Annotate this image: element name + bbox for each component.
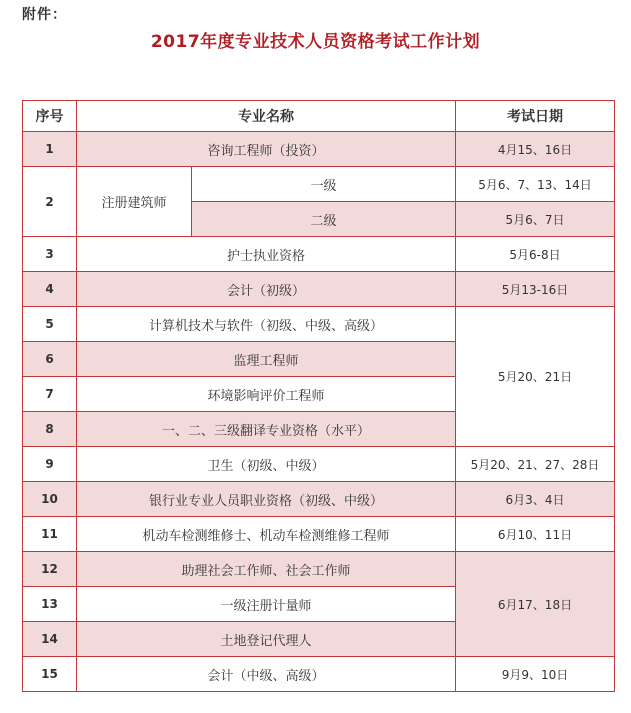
profession-name: 会计（中级、高级）: [77, 657, 456, 692]
table-header-row: [23, 101, 615, 132]
exam-schedule-table: [22, 100, 615, 692]
profession-name: 护士执业资格: [77, 237, 456, 272]
table-row: [23, 132, 615, 167]
row-number: 2: [23, 167, 77, 237]
column-header-name: 专业名称: [77, 101, 456, 132]
table-row: [23, 447, 615, 482]
row-number: 9: [23, 447, 77, 482]
profession-level: 一级: [192, 167, 456, 202]
exam-date: 5月6、7日: [456, 202, 615, 237]
profession-name: 环境影响评价工程师: [77, 377, 456, 412]
column-header-number: 序号: [23, 101, 77, 132]
row-number: 12: [23, 552, 77, 587]
exam-date: 5月13-16日: [456, 272, 615, 307]
profession-name: 卫生（初级、中级）: [77, 447, 456, 482]
attachment-label: 附件：: [22, 7, 67, 23]
table-row: [23, 657, 615, 692]
table-row: [23, 167, 615, 202]
exam-date: 5月6-8日: [456, 237, 615, 272]
table-row: [23, 517, 615, 552]
table-row: [23, 482, 615, 517]
profession-name: 机动车检测维修士、机动车检测维修工程师: [77, 517, 456, 552]
exam-date: 9月9、10日: [456, 657, 615, 692]
table-row: [23, 307, 615, 342]
row-number: 14: [23, 622, 77, 657]
row-number: 13: [23, 587, 77, 622]
profession-name: 土地登记代理人: [77, 622, 456, 657]
row-number: 6: [23, 342, 77, 377]
exam-date: 4月15、16日: [456, 132, 615, 167]
exam-date: 6月17、18日: [456, 552, 615, 657]
row-number: 4: [23, 272, 77, 307]
profession-name: 银行业专业人员职业资格（初级、中级）: [77, 482, 456, 517]
column-header-date: 考试日期: [456, 101, 615, 132]
row-number: 11: [23, 517, 77, 552]
exam-date: 6月3、4日: [456, 482, 615, 517]
row-number: 8: [23, 412, 77, 447]
profession-name: 助理社会工作师、社会工作师: [77, 552, 456, 587]
exam-date: 5月20、21日: [456, 307, 615, 447]
row-number: 5: [23, 307, 77, 342]
row-number: 3: [23, 237, 77, 272]
exam-date: 5月20、21、27、28日: [456, 447, 615, 482]
profession-name: 一、二、三级翻译专业资格（水平）: [77, 412, 456, 447]
row-number: 7: [23, 377, 77, 412]
exam-date: 5月6、7、13、14日: [456, 167, 615, 202]
row-number: 10: [23, 482, 77, 517]
profession-name: 咨询工程师（投资）: [77, 132, 456, 167]
profession-level: 二级: [192, 202, 456, 237]
exam-date: 6月10、11日: [456, 517, 615, 552]
table-row: [23, 237, 615, 272]
profession-name: 一级注册计量师: [77, 587, 456, 622]
table-row: [23, 272, 615, 307]
profession-name: 注册建筑师: [77, 167, 192, 237]
profession-name: 计算机技术与软件（初级、中级、高级）: [77, 307, 456, 342]
page-title: 2017年度专业技术人员资格考试工作计划: [150, 32, 481, 52]
row-number: 15: [23, 657, 77, 692]
table-row: [23, 552, 615, 587]
profession-name: 会计（初级）: [77, 272, 456, 307]
row-number: 1: [23, 132, 77, 167]
profession-name: 监理工程师: [77, 342, 456, 377]
